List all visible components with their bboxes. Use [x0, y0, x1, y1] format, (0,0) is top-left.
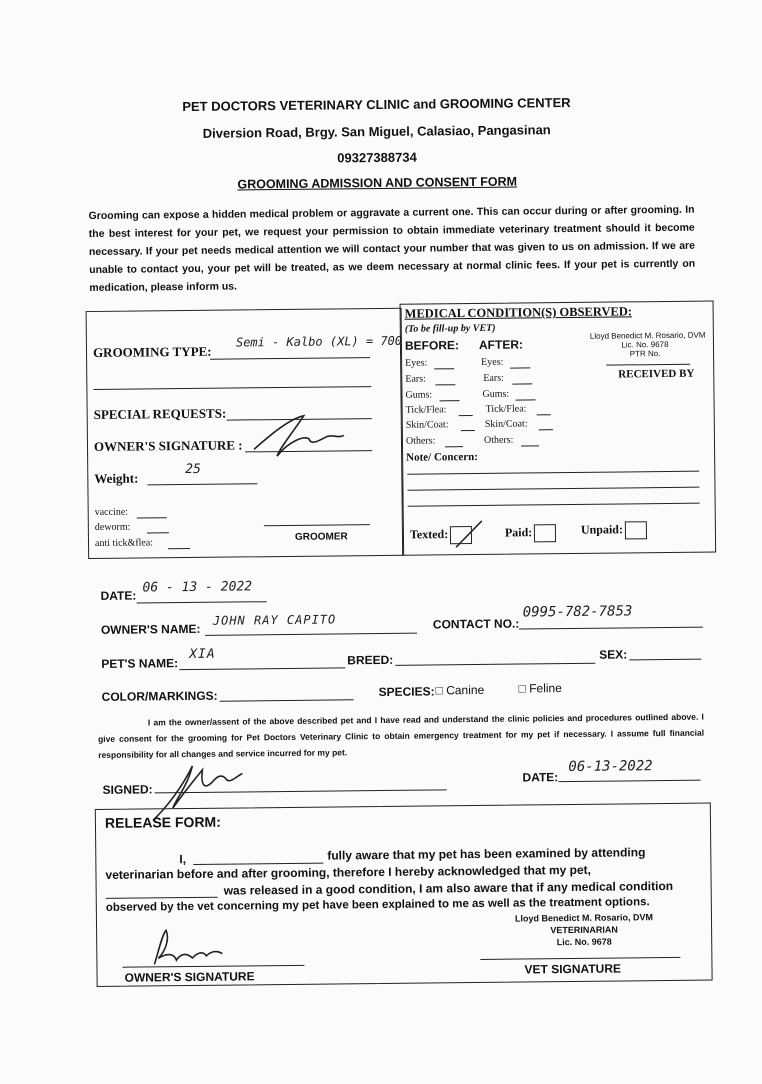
sex-field[interactable]: [629, 659, 701, 661]
pet-name-value: XIA: [189, 646, 216, 663]
date-value: 06 - 13 - 2022: [142, 579, 253, 596]
release-text-2: veterinarian before and after grooming, therefore I hereby acknowledged that my pet,: [105, 862, 591, 882]
before-label: BEFORE:: [404, 338, 460, 353]
special-requests-label: SPECIAL REQUESTS:: [93, 405, 227, 422]
texted-text: Texted:: [409, 527, 449, 542]
after-eyes: Eyes:: [481, 356, 504, 368]
received-by-label: RECEIVED BY: [618, 367, 695, 381]
release-owner-signature-mark: [144, 924, 234, 971]
unpaid-label: [581, 521, 647, 540]
weight-value: 25: [185, 461, 201, 478]
contact-value: 0995-782-7853: [522, 603, 633, 621]
unpaid-checkbox[interactable]: [625, 521, 647, 539]
anti-tick-label: anti tick&flea:: [94, 537, 154, 549]
weight-label: Weight:: [94, 470, 139, 486]
sex-label: SEX:: [599, 647, 628, 662]
received-stamp: [589, 330, 706, 359]
before-others: Others:: [405, 435, 436, 447]
release-stamp-name: Lloyd Benedict M. Rosario, DVM: [514, 912, 654, 924]
grooming-type-value[interactable]: Semi - Kalbo (XL) = 700: [235, 333, 403, 350]
feline-option[interactable]: [518, 681, 561, 695]
breed-field[interactable]: [395, 663, 595, 666]
release-vet-signature-label: VET SIGNATURE: [524, 961, 622, 977]
signed-date-label: DATE:: [522, 770, 559, 785]
owner-name-value: JOHN RAY CAPITO: [212, 612, 337, 628]
intro-paragraph: Grooming can expose a hidden medical problem or aggravate a current one. This can occur during or after grooming. In the best interest for your pet, we request your permission to obtain immediate veterinary treatment should it become necessary. If your pet needs medical attention we will contact your number that was given to us on admission. If we are unable to contact you, your pet will be treated, as we deem necessary at normal clinic fees. If your pet is currently on medication, please inform us.: [88, 203, 696, 295]
unpaid-text: Unpaid:: [580, 522, 624, 537]
release-text-1: fully aware that my pet has been examined by attending: [327, 845, 646, 863]
groomer-label: GROOMER: [294, 531, 348, 543]
after-ears: Ears:: [483, 372, 504, 384]
grooming-type-label: GROOMING TYPE:: [92, 343, 212, 360]
release-text-3: was released in a good condition, I am also aware that if any medical condition: [223, 878, 674, 898]
after-gums: Gums:: [482, 388, 510, 400]
paid-checkbox[interactable]: [534, 524, 556, 542]
after-others: Others:: [483, 434, 514, 446]
canine-text: Canine: [446, 682, 485, 698]
release-title: RELEASE FORM:: [104, 813, 221, 831]
paid-label: [505, 524, 557, 543]
signed-date-field[interactable]: [559, 780, 701, 782]
signed-label: SIGNED:: [102, 782, 153, 797]
pet-name-field[interactable]: [179, 667, 345, 670]
release-stamp-title: VETERINARIAN: [550, 924, 618, 936]
clinic-phone: 09327388734: [337, 149, 417, 166]
before-ears: Ears:: [405, 373, 426, 385]
before-tick: Tick/Flea:: [405, 404, 447, 416]
consent-paragraph: I am the owner/assent of the above described pet and I have read and understand the clinic policies and procedures outlined above. I give consent for the grooming for Pet Doctors Veterinary Clinic to obtain emergency treatment for my pet if necessary. I assume full financial responsibility for all changes and service incurred for my pet.: [98, 711, 705, 760]
canine-checkbox[interactable]: □: [435, 683, 447, 698]
owner-signature-mark: [249, 410, 350, 461]
date-label: DATE:: [100, 588, 137, 603]
feline-checkbox[interactable]: □: [518, 681, 530, 696]
clinic-name: PET DOCTORS VETERINARY CLINIC and GROOMING CENTER: [182, 94, 571, 115]
contact-field[interactable]: [519, 627, 703, 630]
before-eyes: Eyes:: [405, 357, 428, 369]
color-label: COLOR/MARKINGS:: [101, 688, 218, 704]
release-i-label: I,: [179, 852, 187, 867]
species-label: SPECIES:: [378, 684, 435, 700]
before-gums: Gums:: [405, 389, 433, 401]
contact-label: CONTACT NO.:: [432, 616, 520, 632]
form-title: GROOMING ADMISSION AND CONSENT FORM: [237, 174, 518, 192]
medical-subtitle: (To be fill-up by VET): [404, 322, 496, 335]
date-field[interactable]: [137, 601, 267, 603]
release-stamp-lic: Lic. No. 9678: [556, 936, 612, 948]
canine-option[interactable]: [436, 683, 485, 698]
texted-check-mark: [452, 519, 486, 549]
note-label: Note/ Concern:: [406, 450, 478, 464]
paid-text: Paid:: [504, 525, 533, 540]
release-text-4: observed by the vet concerning my pet have been explained to me as well as the treatment options.: [105, 896, 650, 914]
pet-name-label: PET'S NAME:: [101, 656, 179, 671]
stamp-ptr: PTR No.: [629, 349, 661, 359]
vaccine-label: vaccine:: [94, 506, 129, 518]
stamp-lic: Lic. No. 9678: [621, 339, 669, 350]
stamp-name: Lloyd Benedict M. Rosario, DVM: [589, 330, 706, 341]
medical-title: MEDICAL CONDITION(S) OBSERVED:: [404, 304, 633, 321]
clinic-address: Diversion Road, Brgy. San Miguel, Calasiao, Pangasinan: [202, 122, 551, 141]
signed-date-value: 06-13-2022: [568, 758, 653, 776]
after-label: AFTER:: [478, 337, 524, 352]
before-skin: Skin/Coat:: [405, 419, 449, 431]
color-field[interactable]: [220, 699, 354, 701]
owner-name-field[interactable]: [205, 633, 417, 636]
breed-label: BREED:: [347, 652, 394, 668]
release-owner-signature-label: OWNER'S SIGNATURE: [124, 969, 255, 985]
after-tick: Tick/Flea:: [485, 403, 527, 415]
feline-text: Feline: [529, 681, 562, 696]
owner-signature-label: OWNER'S SIGNATURE :: [93, 437, 243, 454]
owner-name-label: OWNER'S NAME:: [100, 621, 201, 637]
release-vet-stamp: [504, 911, 664, 949]
after-skin: Skin/Coat:: [484, 418, 528, 430]
deworm-label: deworm:: [94, 521, 131, 533]
